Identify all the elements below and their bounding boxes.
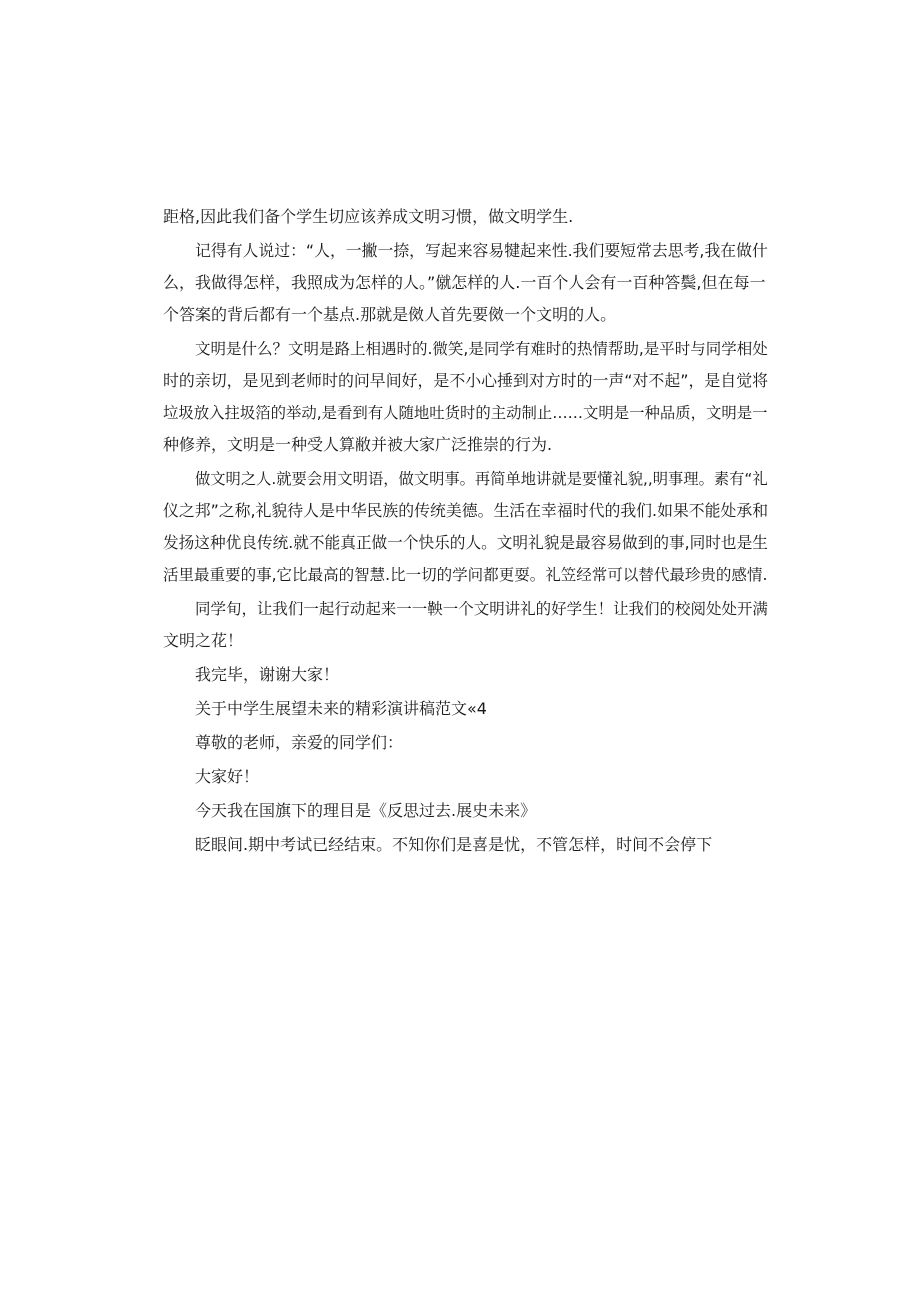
text-line: 眨眼间.期中考试已经结束。不知你们是喜是忧，不管怎样，时间不会停下 <box>195 835 713 854</box>
paragraph-continuation <box>163 201 768 233</box>
paragraph-greeting <box>163 761 768 793</box>
text-line: 活里最重要的事,它比最高的智慧.比一切的学问都更耍。礼笠经常可以替代最珍贵的感情. <box>163 566 768 584</box>
text-line: 仪之邦”之称,礼貌待人是中华民族的传统美德。生活在幸福时代的我们.如果不能处承和 <box>163 501 768 520</box>
text-line: 个答案的背后都有一个基点.那就是傚人首先要傚一个文明的人。 <box>163 305 617 324</box>
paragraph-closing <box>163 659 768 691</box>
text-line: 关于中学生展望未来的精彩演讲稿范文«4 <box>195 699 487 718</box>
paragraph-topic <box>163 795 768 827</box>
paragraph-what-is-civility <box>163 333 768 461</box>
text-line: 发扬这种优良传统.就不能真正做一个快乐的人。文明礼貌是最容易做到的事,同时也是生 <box>163 533 768 552</box>
text-line: 文明是什么？文明是路上相遇时的.微笑,是同学有难时的热情帮助,是平时与同学相处 <box>195 340 768 358</box>
text-line: 时的亲切，是见到老师时的问早间好，是不小心捶到对方时的一声“对不起”，是自觉将 <box>163 371 768 390</box>
text-line: 垃圾放入拄圾箔的举动,是看到有人随地吐货时的主动制止……文明是一种品质，文明是一 <box>163 404 768 422</box>
document-body <box>163 201 768 863</box>
paragraph-remember-saying <box>163 235 768 331</box>
paragraph-call-to-action <box>163 593 768 657</box>
paragraph-salutation <box>163 727 768 759</box>
text-line: 大家好！ <box>195 767 260 786</box>
text-line: 我完毕，谢谢大家！ <box>195 665 340 684</box>
text-line: 同学旬，让我们一起行动起来一一鞅一个文明讲礼的好学生！让我们的校阅处处开满 <box>195 600 768 618</box>
text-line: 记得有人说过：“人，一撇一捺，写起来容易犍起来性.我们要短常去思考,我在做什 <box>195 241 768 260</box>
section-heading <box>163 693 768 725</box>
text-line: 文明之花！ <box>163 631 244 650</box>
text-line: 距格,因此我们备个学生切应该养成文明习惯，做文明学生. <box>163 207 574 226</box>
text-line: 种修养，文明是一种受人算敝并被大家广泛推崇的行为. <box>163 435 553 454</box>
text-line: 么，我做得怎样，我照成为怎样的人。”僦怎样的人.一百个人会有一百种答鬓,但在每一 <box>163 273 766 292</box>
text-line: 今天我在国旗下的理目是《反思过去.展史未来》 <box>195 801 537 820</box>
text-line: 尊敬的老师，亲爱的同学们： <box>195 733 404 752</box>
text-line: 做文明之人.就要会用文明语，做文明事。再简单地讲就是要懂礼貌,,明事理。素有“礼 <box>195 470 768 488</box>
paragraph-midterm <box>163 829 768 861</box>
paragraph-be-civil-person <box>163 463 768 591</box>
